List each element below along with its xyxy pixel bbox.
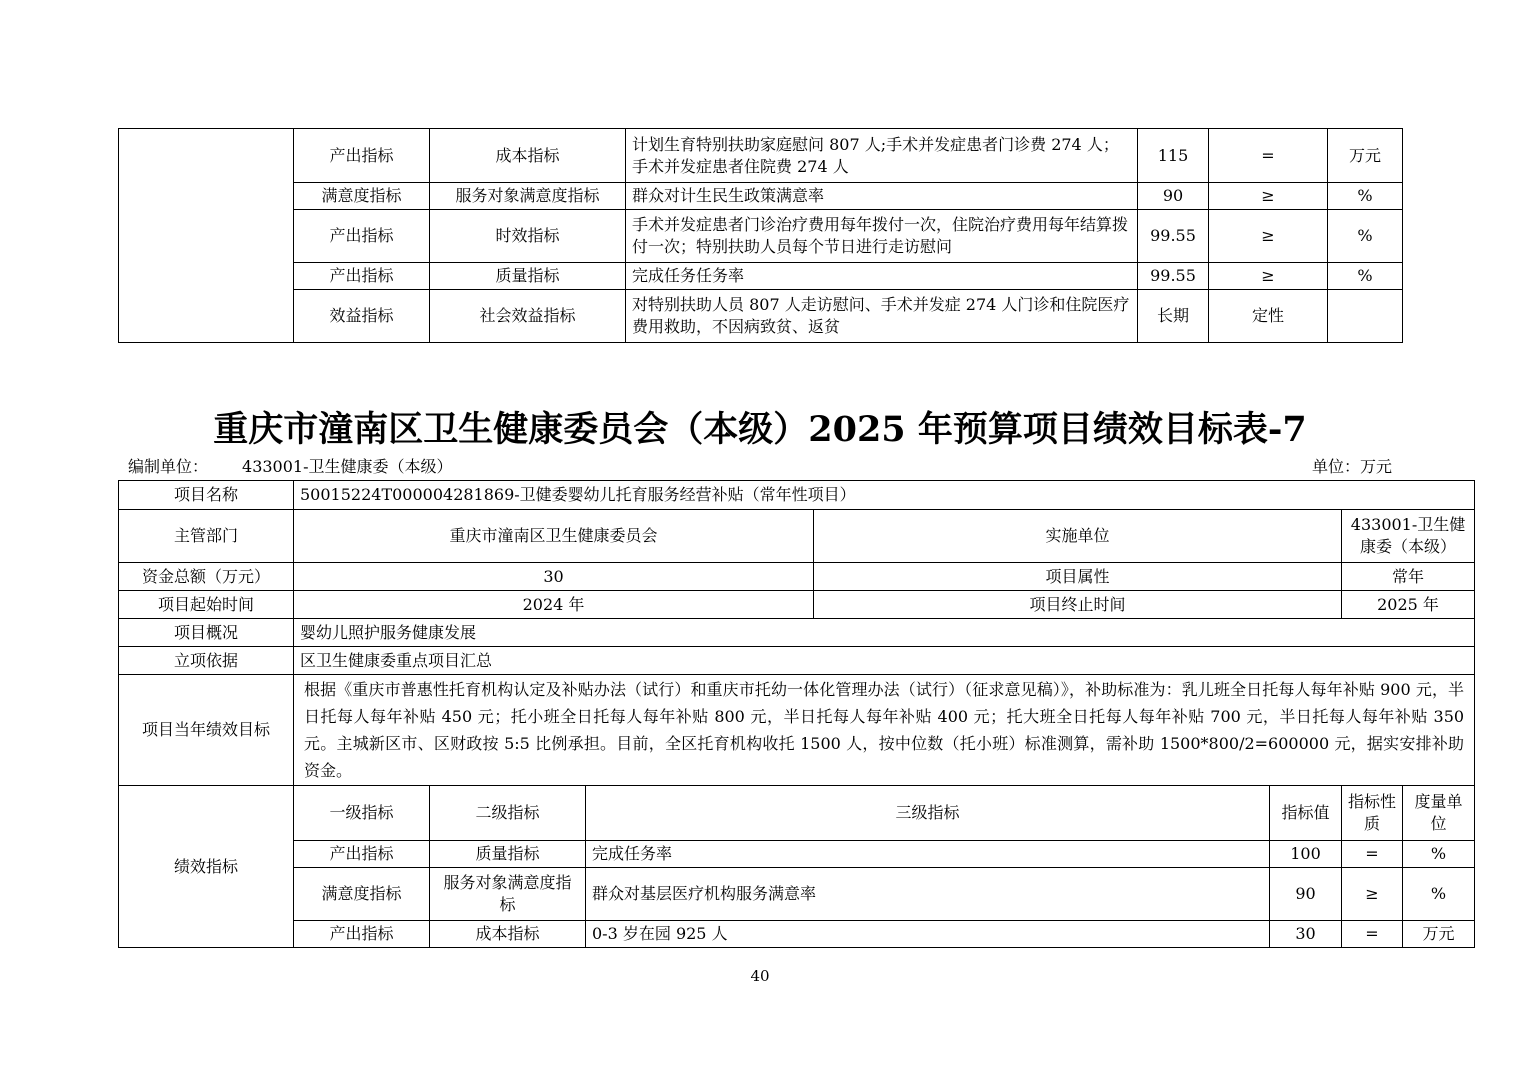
level2-cell: 成本指标 [430, 129, 626, 183]
level2-cell: 时效指标 [430, 210, 626, 263]
level3-cell: 计划生育特别扶助家庭慰问 807 人;手术并发症患者门诊费 274 人；手术并发症患者住院费 274 人 [626, 129, 1138, 183]
level1-cell: 产出指标 [294, 129, 430, 183]
nature-cell: ≥ [1209, 210, 1328, 263]
value-cell: 90 [1138, 183, 1209, 210]
table-row [119, 619, 1475, 647]
value-cell: 115 [1138, 129, 1209, 183]
org-value: 433001-卫生健康委（本级） [242, 457, 453, 476]
table-row [119, 263, 1403, 290]
level1-cell: 产出指标 [294, 210, 430, 263]
goal-value-cell: 根据《重庆市普惠性托育机构认定及补贴办法（试行）和重庆市托幼一体化管理办法（试行）（征求意见稿）》，补助标准为：乳儿班全日托每人每年补贴 900 元，半日托每人每年补贴 450 元；托小班全日托每人每年补贴 800 元，半日托每人每年补贴 400 元；托大班全日托每人每年补贴 700 元，半日托每人每年补贴 350 元。主城新区市、区财政按 5:5 比例承担。目前，全区托育机构收托 1500 人，按中位数（托小班）标准测算，需补助 1500*800/2=600000 元，据实安排补助资金。 [294, 675, 1475, 786]
level2-cell: 社会效益指标 [430, 290, 626, 343]
level3-cell: 完成任务任务率 [626, 263, 1138, 290]
project-table [118, 480, 1475, 948]
attr-value-cell: 常年 [1342, 563, 1475, 591]
label-cell: 项目当年绩效目标 [119, 675, 294, 786]
level2-cell: 服务对象满意度指标 [430, 183, 626, 210]
nature-cell: 定性 [1209, 290, 1328, 343]
header-cell: 三级指标 [586, 786, 1270, 841]
level3-cell: 手术并发症患者门诊治疗费用每年拨付一次，住院治疗费用每年结算拨付一次；特别扶助人员每个节日进行走访慰问 [626, 210, 1138, 263]
unit-cell: 万元 [1403, 921, 1475, 948]
unit-cell: % [1328, 183, 1403, 210]
table-row [119, 210, 1403, 263]
value-cell: 99.55 [1138, 263, 1209, 290]
blank-section-cell [119, 129, 294, 343]
level1-cell: 满意度指标 [294, 183, 430, 210]
table-row [119, 481, 1475, 510]
org-info [128, 456, 453, 478]
label-cell: 项目终止时间 [814, 591, 1342, 619]
level3-cell: 群众对计生民生政策满意率 [626, 183, 1138, 210]
start-value-cell: 2024 年 [294, 591, 814, 619]
table-row [119, 647, 1475, 675]
unit-cell: % [1328, 263, 1403, 290]
value-cell: 100 [1270, 841, 1342, 868]
impl-value-cell: 433001-卫生健康委（本级） [1342, 510, 1475, 563]
unit-cell: % [1403, 841, 1475, 868]
nature-cell: ≥ [1209, 263, 1328, 290]
indicator-table-continued [118, 128, 1403, 343]
header-cell: 二级指标 [430, 786, 586, 841]
table-row [119, 868, 1475, 921]
level3-cell: 0-3 岁在园 925 人 [586, 921, 1270, 948]
level3-cell: 完成任务率 [586, 841, 1270, 868]
value-cell: 99.55 [1138, 210, 1209, 263]
unit-cell: % [1403, 868, 1475, 921]
value-cell: 30 [1270, 921, 1342, 948]
level1-cell: 产出指标 [294, 921, 430, 948]
dept-value-cell: 重庆市潼南区卫生健康委员会 [294, 510, 814, 563]
level2-cell: 质量指标 [430, 263, 626, 290]
unit-cell: % [1328, 210, 1403, 263]
org-label: 编制单位： [128, 457, 209, 476]
table-row [119, 591, 1475, 619]
table-row [119, 129, 1403, 183]
label-cell: 立项依据 [119, 647, 294, 675]
header-cell: 指标值 [1270, 786, 1342, 841]
table-row [119, 510, 1475, 563]
value-cell: 长期 [1138, 290, 1209, 343]
basis-value-cell: 区卫生健康委重点项目汇总 [294, 647, 1475, 675]
header-cell: 一级指标 [294, 786, 430, 841]
page-title: 重庆市潼南区卫生健康委员会（本级）2025 年预算项目绩效目标表-7 [213, 409, 1307, 450]
level1-cell: 满意度指标 [294, 868, 430, 921]
nature-cell: ≥ [1342, 868, 1403, 921]
nature-cell: = [1209, 129, 1328, 183]
level3-cell: 群众对基层医疗机构服务满意率 [586, 868, 1270, 921]
label-cell: 项目起始时间 [119, 591, 294, 619]
table-row [119, 786, 1475, 841]
overview-value-cell: 婴幼儿照护服务健康发展 [294, 619, 1475, 647]
table-row [119, 563, 1475, 591]
label-cell: 项目概况 [119, 619, 294, 647]
label-cell: 实施单位 [814, 510, 1342, 563]
level1-cell: 效益指标 [294, 290, 430, 343]
unit-label: 单位：万元 [1311, 457, 1392, 476]
table-row [119, 921, 1475, 948]
unit-cell [1328, 290, 1403, 343]
unit-line [128, 456, 1392, 478]
table-row [119, 183, 1403, 210]
label-cell: 项目名称 [119, 481, 294, 510]
label-cell: 主管部门 [119, 510, 294, 563]
nature-cell: = [1342, 841, 1403, 868]
unit-cell: 万元 [1328, 129, 1403, 183]
label-cell: 项目属性 [814, 563, 1342, 591]
table-row [119, 841, 1475, 868]
table-row [119, 290, 1403, 343]
header-cell: 度量单位 [1403, 786, 1475, 841]
section-label-cell: 绩效指标 [119, 786, 294, 948]
level2-cell: 成本指标 [430, 921, 586, 948]
page-number: 40 [750, 967, 770, 985]
fund-value-cell: 30 [294, 563, 814, 591]
project-name-cell: 50015224T000004281869-卫健委婴幼儿托育服务经营补贴（常年性项目） [294, 481, 1475, 510]
label-cell: 资金总额（万元） [119, 563, 294, 591]
level2-cell: 服务对象满意度指标 [430, 868, 586, 921]
nature-cell: = [1342, 921, 1403, 948]
nature-cell: ≥ [1209, 183, 1328, 210]
table-row [119, 675, 1475, 786]
value-cell: 90 [1270, 868, 1342, 921]
level1-cell: 产出指标 [294, 841, 430, 868]
header-cell: 指标性质 [1342, 786, 1403, 841]
level2-cell: 质量指标 [430, 841, 586, 868]
level1-cell: 产出指标 [294, 263, 430, 290]
end-value-cell: 2025 年 [1342, 591, 1475, 619]
level3-cell: 对特别扶助人员 807 人走访慰问、手术并发症 274 人门诊和住院医疗费用救助，不因病致贫、返贫 [626, 290, 1138, 343]
